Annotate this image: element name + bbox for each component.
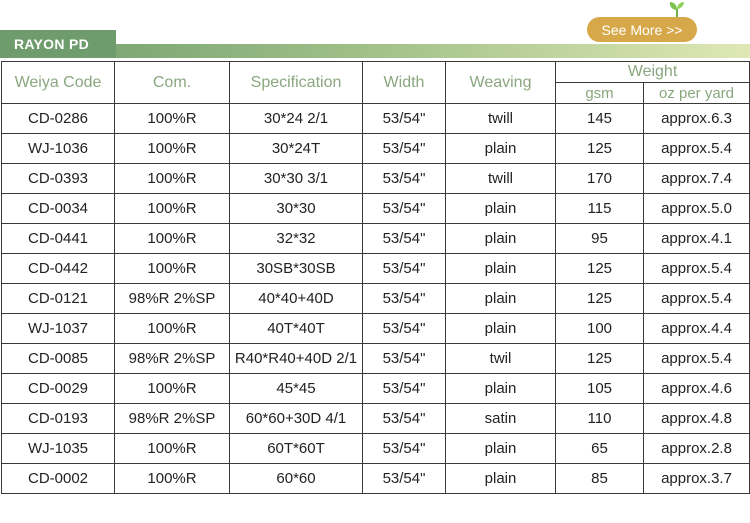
- table-row: [2, 464, 750, 494]
- cell-gsm: 95: [556, 224, 644, 254]
- cell-gsm: 110: [556, 404, 644, 434]
- cell-width: 53/54": [363, 404, 446, 434]
- col-header-gsm: gsm: [556, 83, 644, 104]
- table-row: [2, 374, 750, 404]
- cell-width: 53/54": [363, 164, 446, 194]
- cell-oz: approx.4.1: [644, 224, 750, 254]
- cell-width: 53/54": [363, 464, 446, 494]
- cell-weaving: plain: [446, 284, 556, 314]
- cell-code: CD-0193: [2, 404, 115, 434]
- cell-composition: 100%R: [115, 224, 230, 254]
- cell-specification: 60*60: [230, 464, 363, 494]
- cell-specification: R40*R40+40D 2/1: [230, 344, 363, 374]
- cell-specification: 32*32: [230, 224, 363, 254]
- cell-specification: 30*24 2/1: [230, 104, 363, 134]
- cell-specification: 45*45: [230, 374, 363, 404]
- cell-oz: approx.4.8: [644, 404, 750, 434]
- cell-width: 53/54": [363, 194, 446, 224]
- cell-width: 53/54": [363, 284, 446, 314]
- table-row: [2, 134, 750, 164]
- fabric-spec-table: [1, 61, 750, 494]
- cell-code: WJ-1037: [2, 314, 115, 344]
- cell-code: CD-0286: [2, 104, 115, 134]
- cell-oz: approx.2.8: [644, 434, 750, 464]
- cell-gsm: 125: [556, 134, 644, 164]
- cell-specification: 40*40+40D: [230, 284, 363, 314]
- cell-gsm: 105: [556, 374, 644, 404]
- col-header-oz: oz per yard: [644, 83, 750, 104]
- cell-gsm: 125: [556, 284, 644, 314]
- cell-specification: 60*60+30D 4/1: [230, 404, 363, 434]
- cell-composition: 100%R: [115, 374, 230, 404]
- cell-composition: 100%R: [115, 314, 230, 344]
- cell-width: 53/54": [363, 254, 446, 284]
- table-row: [2, 314, 750, 344]
- table-row: [2, 284, 750, 314]
- table-row: [2, 404, 750, 434]
- cell-oz: approx.7.4: [644, 164, 750, 194]
- table-row: [2, 434, 750, 464]
- cell-oz: approx.5.4: [644, 134, 750, 164]
- cell-composition: 98%R 2%SP: [115, 344, 230, 374]
- cell-code: CD-0034: [2, 194, 115, 224]
- cell-weaving: plain: [446, 224, 556, 254]
- cell-weaving: plain: [446, 434, 556, 464]
- cell-code: WJ-1035: [2, 434, 115, 464]
- cell-code: CD-0085: [2, 344, 115, 374]
- cell-width: 53/54": [363, 434, 446, 464]
- cell-oz: approx.5.4: [644, 254, 750, 284]
- cell-composition: 98%R 2%SP: [115, 404, 230, 434]
- cell-weaving: plain: [446, 254, 556, 284]
- cell-gsm: 65: [556, 434, 644, 464]
- cell-gsm: 145: [556, 104, 644, 134]
- cell-gsm: 115: [556, 194, 644, 224]
- cell-composition: 100%R: [115, 464, 230, 494]
- cell-oz: approx.4.4: [644, 314, 750, 344]
- cell-weaving: satin: [446, 404, 556, 434]
- cell-composition: 100%R: [115, 194, 230, 224]
- cell-composition: 100%R: [115, 434, 230, 464]
- cell-specification: 60T*60T: [230, 434, 363, 464]
- cell-code: CD-0393: [2, 164, 115, 194]
- cell-composition: 98%R 2%SP: [115, 284, 230, 314]
- cell-oz: approx.5.4: [644, 284, 750, 314]
- cell-oz: approx.4.6: [644, 374, 750, 404]
- cell-specification: 30*30 3/1: [230, 164, 363, 194]
- section-title: RAYON PD: [0, 30, 116, 58]
- cell-weaving: plain: [446, 464, 556, 494]
- cell-width: 53/54": [363, 104, 446, 134]
- col-header-composition: Com.: [115, 62, 230, 104]
- cell-code: CD-0029: [2, 374, 115, 404]
- col-header-width: Width: [363, 62, 446, 104]
- cell-gsm: 85: [556, 464, 644, 494]
- cell-gsm: 125: [556, 344, 644, 374]
- cell-width: 53/54": [363, 344, 446, 374]
- cell-weaving: plain: [446, 134, 556, 164]
- cell-weaving: plain: [446, 374, 556, 404]
- cell-specification: 40T*40T: [230, 314, 363, 344]
- cell-code: CD-0441: [2, 224, 115, 254]
- table-row: [2, 164, 750, 194]
- cell-weaving: twil: [446, 344, 556, 374]
- cell-weaving: twill: [446, 104, 556, 134]
- cell-code: CD-0442: [2, 254, 115, 284]
- cell-code: WJ-1036: [2, 134, 115, 164]
- table-row: [2, 254, 750, 284]
- cell-code: CD-0121: [2, 284, 115, 314]
- cell-specification: 30*24T: [230, 134, 363, 164]
- cell-weaving: plain: [446, 194, 556, 224]
- col-header-weaving: Weaving: [446, 62, 556, 104]
- table-row: [2, 344, 750, 374]
- cell-gsm: 125: [556, 254, 644, 284]
- cell-composition: 100%R: [115, 254, 230, 284]
- cell-oz: approx.5.0: [644, 194, 750, 224]
- cell-composition: 100%R: [115, 134, 230, 164]
- cell-weaving: twill: [446, 164, 556, 194]
- cell-specification: 30*30: [230, 194, 363, 224]
- see-more-button[interactable]: See More >>: [587, 17, 697, 42]
- col-header-weight: Weight: [556, 62, 750, 83]
- cell-weaving: plain: [446, 314, 556, 344]
- cell-width: 53/54": [363, 314, 446, 344]
- cell-gsm: 100: [556, 314, 644, 344]
- col-header-code: Weiya Code: [2, 62, 115, 104]
- cell-specification: 30SB*30SB: [230, 254, 363, 284]
- cell-gsm: 170: [556, 164, 644, 194]
- cell-composition: 100%R: [115, 104, 230, 134]
- cell-width: 53/54": [363, 134, 446, 164]
- table-row: [2, 194, 750, 224]
- cell-width: 53/54": [363, 374, 446, 404]
- table-row: [2, 224, 750, 254]
- cell-composition: 100%R: [115, 164, 230, 194]
- cell-code: CD-0002: [2, 464, 115, 494]
- cell-oz: approx.3.7: [644, 464, 750, 494]
- cell-width: 53/54": [363, 224, 446, 254]
- cell-oz: approx.5.4: [644, 344, 750, 374]
- cell-oz: approx.6.3: [644, 104, 750, 134]
- col-header-specification: Specification: [230, 62, 363, 104]
- table-row: [2, 104, 750, 134]
